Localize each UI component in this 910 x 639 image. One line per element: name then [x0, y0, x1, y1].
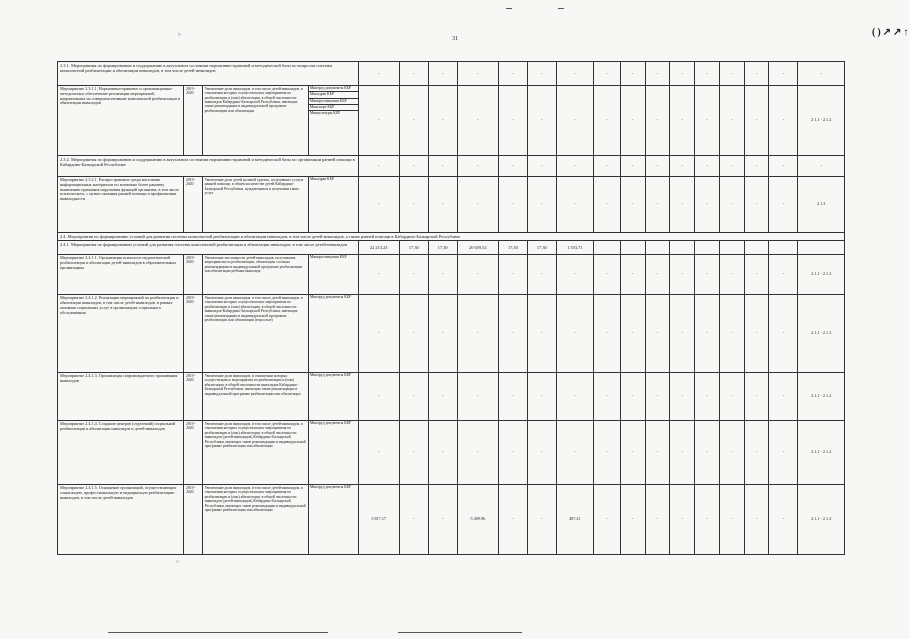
empty-cell: - [769, 255, 798, 295]
footnote-line [108, 632, 328, 633]
measure-executors [308, 86, 358, 156]
empty-cell: - [744, 485, 769, 555]
measure-name: Мероприятие 2.4.1.2. Реализация мероприятий по реабилитации и абилитации инвалидов, в том числе детей-инвалидов, в рамках оказания социальных услуг в организациях социального обслуживания [58, 295, 184, 373]
measure-row [58, 373, 845, 421]
corner-mark: ()↗↗↑ [872, 27, 910, 38]
empty-cell: - [670, 62, 695, 86]
empty-cell: - [498, 156, 527, 177]
section-title: 2.4.1. Мероприятия по формированию условий для развития системы комплексной реабилитации и абилитации инвалидов, в том числе детей-инвалидов [58, 241, 359, 255]
measure-row [58, 177, 845, 233]
empty-cell: - [695, 177, 720, 233]
section-title: 2.3.2. Мероприятия по формированию и поддержанию в актуальном состоянии нормативно-правовой и методической базы по организации ранней помощи в Кабардино-Балкарской Республике [58, 156, 359, 177]
measure-years: 2019-2020 [183, 255, 202, 295]
executor-name: Минздрав КБР [309, 92, 358, 98]
empty-cell: - [593, 156, 620, 177]
empty-cell: - [457, 421, 498, 485]
empty-cell: - [620, 86, 645, 156]
empty-cell: - [695, 86, 720, 156]
measure-row [58, 86, 845, 156]
measure-indicator: Увеличение доли детей целевой группы, получивших услуги ранней помощи, в общем количестве детей Кабардино-Балкарской Республики, нуждающихся в получении таких услуг [202, 177, 308, 233]
empty-cell: - [719, 373, 744, 421]
empty-cell: - [744, 177, 769, 233]
empty-cell: - [645, 62, 670, 86]
empty-cell: - [556, 86, 593, 156]
empty-cell: - [358, 373, 399, 421]
empty-cell: - [670, 156, 695, 177]
empty-cell: - [428, 373, 457, 421]
empty-cell: - [498, 255, 527, 295]
empty-cell: - [620, 421, 645, 485]
empty-cell: - [527, 255, 556, 295]
empty-cell: - [428, 156, 457, 177]
empty-cell: - [527, 156, 556, 177]
section-title: 2.4. Мероприятия по формированию условий для развития системы комплексной реабилитации и абилитации инвалидов, в том числе детей-инвалидов, а также ранней помощи в Кабардино-Балкарской Республике [58, 233, 845, 241]
section-title: 2.3.1. Мероприятия по формированию и поддержанию в актуальном состоянии нормативно-правовой и методической базы по вопросам системы комплексной реабилитации и абилитации инвалидов, в том числе детей-инвалидов [58, 62, 359, 86]
empty-cell: - [428, 255, 457, 295]
empty-cell: - [719, 295, 744, 373]
empty-cell [695, 241, 720, 255]
value-cell: - [527, 485, 556, 555]
value-cell: 407,21 [556, 485, 593, 555]
empty-cell: - [670, 86, 695, 156]
executor-name: Минтруд документы КБР [309, 373, 352, 378]
empty-cell: - [428, 86, 457, 156]
indicator-code: 2.1.3 [798, 177, 845, 233]
executor-name: Минтруд документы КБР [309, 421, 352, 426]
empty-cell: - [593, 86, 620, 156]
empty-cell: - [670, 177, 695, 233]
measure-years: 2019-2020 [183, 177, 202, 233]
value-cell: - [399, 485, 428, 555]
empty-cell: - [769, 156, 798, 177]
measure-executors [308, 421, 358, 485]
empty-cell: - [457, 373, 498, 421]
executor-name: Минпросвещения КБР [309, 99, 358, 105]
measure-indicator: Увеличение доли инвалидов, в том числе детей-инвалидов, в отношении которых осуществлялись мероприятия по реабилитации и (или) абилитации, в общей численности инвалидов (детей-инвалидов) Кабардино-Балкарской Республики, имеющих такие рекомендации в индивидуальной программе реабилитации или абилитации [202, 421, 308, 485]
empty-cell: - [457, 295, 498, 373]
executor-name: Минспорт КБР [309, 105, 358, 111]
measure-indicator: Увеличение доли инвалидов, в том числе детей-инвалидов, в отношении которых осуществлялись мероприятия по реабилитации и (или) абилитации, в общей численности инвалидов (детей-инвалидов) Кабардино-Балкарской Республики, имеющих такие рекомендации в индивидуальной программе реабилитации или абилитации [202, 485, 308, 555]
empty-cell: - [556, 295, 593, 373]
empty-cell: - [527, 373, 556, 421]
empty-cell: - [645, 421, 670, 485]
empty-cell [593, 241, 620, 255]
empty-cell: - [498, 421, 527, 485]
empty-cell: - [498, 86, 527, 156]
empty-cell: - [556, 156, 593, 177]
empty-cell: - [358, 421, 399, 485]
page-number: 31 [452, 36, 458, 42]
value-cell: - [428, 485, 457, 555]
empty-cell: - [399, 62, 428, 86]
empty-cell: - [645, 485, 670, 555]
empty-cell [645, 241, 670, 255]
empty-cell: - [498, 62, 527, 86]
value-cell: - [620, 485, 645, 555]
empty-cell: - [645, 295, 670, 373]
empty-cell: - [798, 156, 845, 177]
empty-cell: - [620, 373, 645, 421]
section-row [58, 241, 845, 255]
empty-cell: - [744, 421, 769, 485]
measure-indicator: Увеличение доли инвалидов, в том числе детей-инвалидов, в отношении которых осуществлялись мероприятия по реабилитации и (или) абилитации, в общей численности инвалидов Кабардино-Балкарской Республики, имеющих такие рекомендации в индивидуальной программе реабилитации или абилитации [202, 86, 308, 156]
empty-cell [620, 241, 645, 255]
empty-cell: - [399, 156, 428, 177]
empty-cell [670, 241, 695, 255]
empty-cell: - [358, 295, 399, 373]
value-cell: 5 817,17 [358, 485, 399, 555]
measure-years: 2019-2020 [183, 421, 202, 485]
empty-cell: - [645, 156, 670, 177]
measure-name: Мероприятие 2.4.1.1. Организация психолого-педагогической реабилитации и абилитации детей-инвалидов в образовательных организациях [58, 255, 184, 295]
empty-cell: - [645, 177, 670, 233]
empty-cell: - [358, 62, 399, 86]
measure-name: Мероприятие 2.4.1.3. Организация сопровождаемого проживания инвалидов [58, 373, 184, 421]
empty-cell: - [695, 485, 720, 555]
empty-cell: - [457, 156, 498, 177]
empty-cell: - [695, 295, 720, 373]
section-row [58, 62, 845, 86]
empty-cell: - [498, 373, 527, 421]
measure-years: 2019-2020 [183, 485, 202, 555]
empty-cell: - [744, 373, 769, 421]
empty-cell: - [769, 295, 798, 373]
empty-cell: - [498, 295, 527, 373]
empty-cell: - [620, 62, 645, 86]
empty-cell: - [593, 295, 620, 373]
value-cell: 17,30 [527, 241, 556, 255]
empty-cell: - [556, 62, 593, 86]
speck-mark: ᶠᵉ [178, 33, 181, 39]
indicator-code: 2.1.1 - 2.1.2 [798, 373, 845, 421]
measure-indicator: Увеличение численности детей-инвалидов, получивших мероприятия по реабилитации, абилитации согласно рекомендациям в индивидуальной программе реабилитации или абилитации ребенка-инвалида [202, 255, 308, 295]
value-cell: - [498, 485, 527, 555]
empty-cell: - [527, 421, 556, 485]
indicator-code: 2.1.1 - 2.1.2 [798, 295, 845, 373]
empty-cell: - [428, 295, 457, 373]
empty-cell: - [556, 255, 593, 295]
indicator-code: 2.1.1 - 2.1.2 [798, 421, 845, 485]
empty-cell: - [645, 255, 670, 295]
empty-cell: - [399, 177, 428, 233]
executor-name: Минтруд документы КБР [309, 86, 358, 92]
empty-cell: - [556, 373, 593, 421]
empty-cell: - [769, 62, 798, 86]
value-cell: 22 213,23 [358, 241, 399, 255]
empty-cell: - [428, 421, 457, 485]
value-cell: 5 409,96 [457, 485, 498, 555]
measure-name: Мероприятие 2.4.1.5. Оснащение организаций, осуществляющих социальную, профессиональную и медицинскую реабилитацию инвалидов, в том числе детей-инвалидов [58, 485, 184, 555]
section-row [58, 233, 845, 241]
measure-indicator: Увеличение доли инвалидов, в том числе детей-инвалидов, в отношении которых осуществлялись мероприятия по реабилитации и (или) абилитации, в общей численности инвалидов Кабардино-Балкарской Республики, имеющих такие рекомендации в индивидуальной программе реабилитации или абилитации (взрослые) [202, 295, 308, 373]
value-cell: 20 659,52 [457, 241, 498, 255]
empty-cell: - [769, 485, 798, 555]
empty-cell: - [620, 255, 645, 295]
empty-cell: - [719, 177, 744, 233]
empty-cell: - [769, 177, 798, 233]
speck-mark: ᶜˢ [176, 560, 179, 566]
empty-cell: - [556, 177, 593, 233]
measure-row [58, 485, 845, 555]
empty-cell: - [695, 373, 720, 421]
empty-cell: - [744, 156, 769, 177]
empty-cell: - [719, 421, 744, 485]
measure-years: 2019-2020 [183, 295, 202, 373]
empty-cell: - [399, 86, 428, 156]
empty-cell: - [358, 86, 399, 156]
empty-cell: - [620, 295, 645, 373]
footnote-line [398, 632, 522, 633]
empty-cell: - [399, 373, 428, 421]
empty-cell: - [769, 373, 798, 421]
empty-cell: - [428, 62, 457, 86]
empty-cell: - [457, 86, 498, 156]
empty-cell: - [399, 255, 428, 295]
empty-cell: - [645, 373, 670, 421]
empty-cell: - [457, 177, 498, 233]
empty-cell: - [769, 421, 798, 485]
empty-cell: - [428, 177, 457, 233]
measure-row [58, 295, 845, 373]
empty-cell: - [498, 177, 527, 233]
empty-cell: - [670, 373, 695, 421]
empty-cell: - [670, 421, 695, 485]
value-cell: 17,30 [498, 241, 527, 255]
empty-cell: - [527, 177, 556, 233]
measure-name: Мероприятие 2.3.2.1. Распространение среди населения информационных материалов по возможно более раннему выявлению признаков нарушения функций организма, в том числе психического, с целью оказания ранней помощи и профилактики инвалидности [58, 177, 184, 233]
empty-cell: - [556, 421, 593, 485]
empty-cell: - [670, 485, 695, 555]
indicator-code: 2.1.1 - 2.1.2 [798, 255, 845, 295]
measure-executors [308, 255, 358, 295]
empty-cell [798, 241, 845, 255]
section-row [58, 156, 845, 177]
scan-dash [558, 8, 564, 9]
empty-cell: - [527, 86, 556, 156]
value-cell: 1 553,71 [556, 241, 593, 255]
empty-cell: - [719, 255, 744, 295]
empty-cell: - [670, 295, 695, 373]
empty-cell: - [744, 255, 769, 295]
measure-name: Мероприятие 2.3.1.1. Нормативно-правовое и организационно-методическое обеспечение реализации мероприятий, направленных на совершенствование комплексной реабилитации и абилитации инвалидов [58, 86, 184, 156]
empty-cell: - [769, 86, 798, 156]
empty-cell: - [399, 421, 428, 485]
empty-cell: - [457, 255, 498, 295]
measure-executors [308, 295, 358, 373]
value-cell: 17,30 [399, 241, 428, 255]
empty-cell: - [719, 86, 744, 156]
empty-cell: - [593, 62, 620, 86]
empty-cell [769, 241, 798, 255]
executor-name: Минтруд документы КБР [309, 295, 352, 300]
value-cell: 17,30 [428, 241, 457, 255]
program-table [57, 61, 845, 555]
measure-executors [308, 373, 358, 421]
measure-years: 2019-2020 [183, 373, 202, 421]
empty-cell: - [719, 485, 744, 555]
empty-cell: - [620, 156, 645, 177]
empty-cell: - [358, 156, 399, 177]
empty-cell: - [358, 177, 399, 233]
empty-cell: - [798, 62, 845, 86]
empty-cell: - [744, 86, 769, 156]
measure-indicator: Увеличение доли инвалидов, в отношении которых осуществлялись мероприятия по реабилитации и (или) абилитации, в общей численности инвалидов Кабардино-Балкарской Республики, имеющих такие рекомендации в индивидуальной программе реабилитации или абилитации [202, 373, 308, 421]
empty-cell: - [527, 295, 556, 373]
empty-cell: - [719, 62, 744, 86]
empty-cell [719, 241, 744, 255]
measure-name: Мероприятие 2.4.1.4. Создание центров (отделений) социальной реабилитации и абилитации инвалидов и детей-инвалидов [58, 421, 184, 485]
measure-years: 2019-2020 [183, 86, 202, 156]
measure-executors [308, 177, 358, 233]
empty-cell: - [593, 177, 620, 233]
empty-cell: - [670, 255, 695, 295]
empty-cell: - [527, 62, 556, 86]
indicator-code: 2.1.1 - 2.1.2 [798, 86, 845, 156]
measure-row [58, 421, 845, 485]
empty-cell: - [695, 255, 720, 295]
empty-cell: - [593, 373, 620, 421]
empty-cell: - [695, 156, 720, 177]
executor-name: Минпросвещения КБР [309, 255, 347, 260]
executor-name: Минкультуры КБР [309, 111, 341, 116]
measure-executors [308, 485, 358, 555]
empty-cell: - [457, 62, 498, 86]
empty-cell: - [744, 295, 769, 373]
empty-cell: - [645, 86, 670, 156]
empty-cell: - [399, 295, 428, 373]
executor-name: Минтруд документы КБР [309, 485, 352, 490]
empty-cell: - [695, 421, 720, 485]
empty-cell: - [593, 421, 620, 485]
value-cell: - [593, 485, 620, 555]
measure-row [58, 255, 845, 295]
empty-cell: - [744, 62, 769, 86]
scan-dash [506, 8, 512, 9]
executor-name: Минздрав КБР [309, 177, 334, 181]
empty-cell: - [358, 255, 399, 295]
empty-cell: - [719, 156, 744, 177]
empty-cell: - [620, 177, 645, 233]
empty-cell: - [593, 255, 620, 295]
empty-cell [744, 241, 769, 255]
indicator-code: 2.1.1 - 2.1.2 [798, 485, 845, 555]
empty-cell: - [695, 62, 720, 86]
